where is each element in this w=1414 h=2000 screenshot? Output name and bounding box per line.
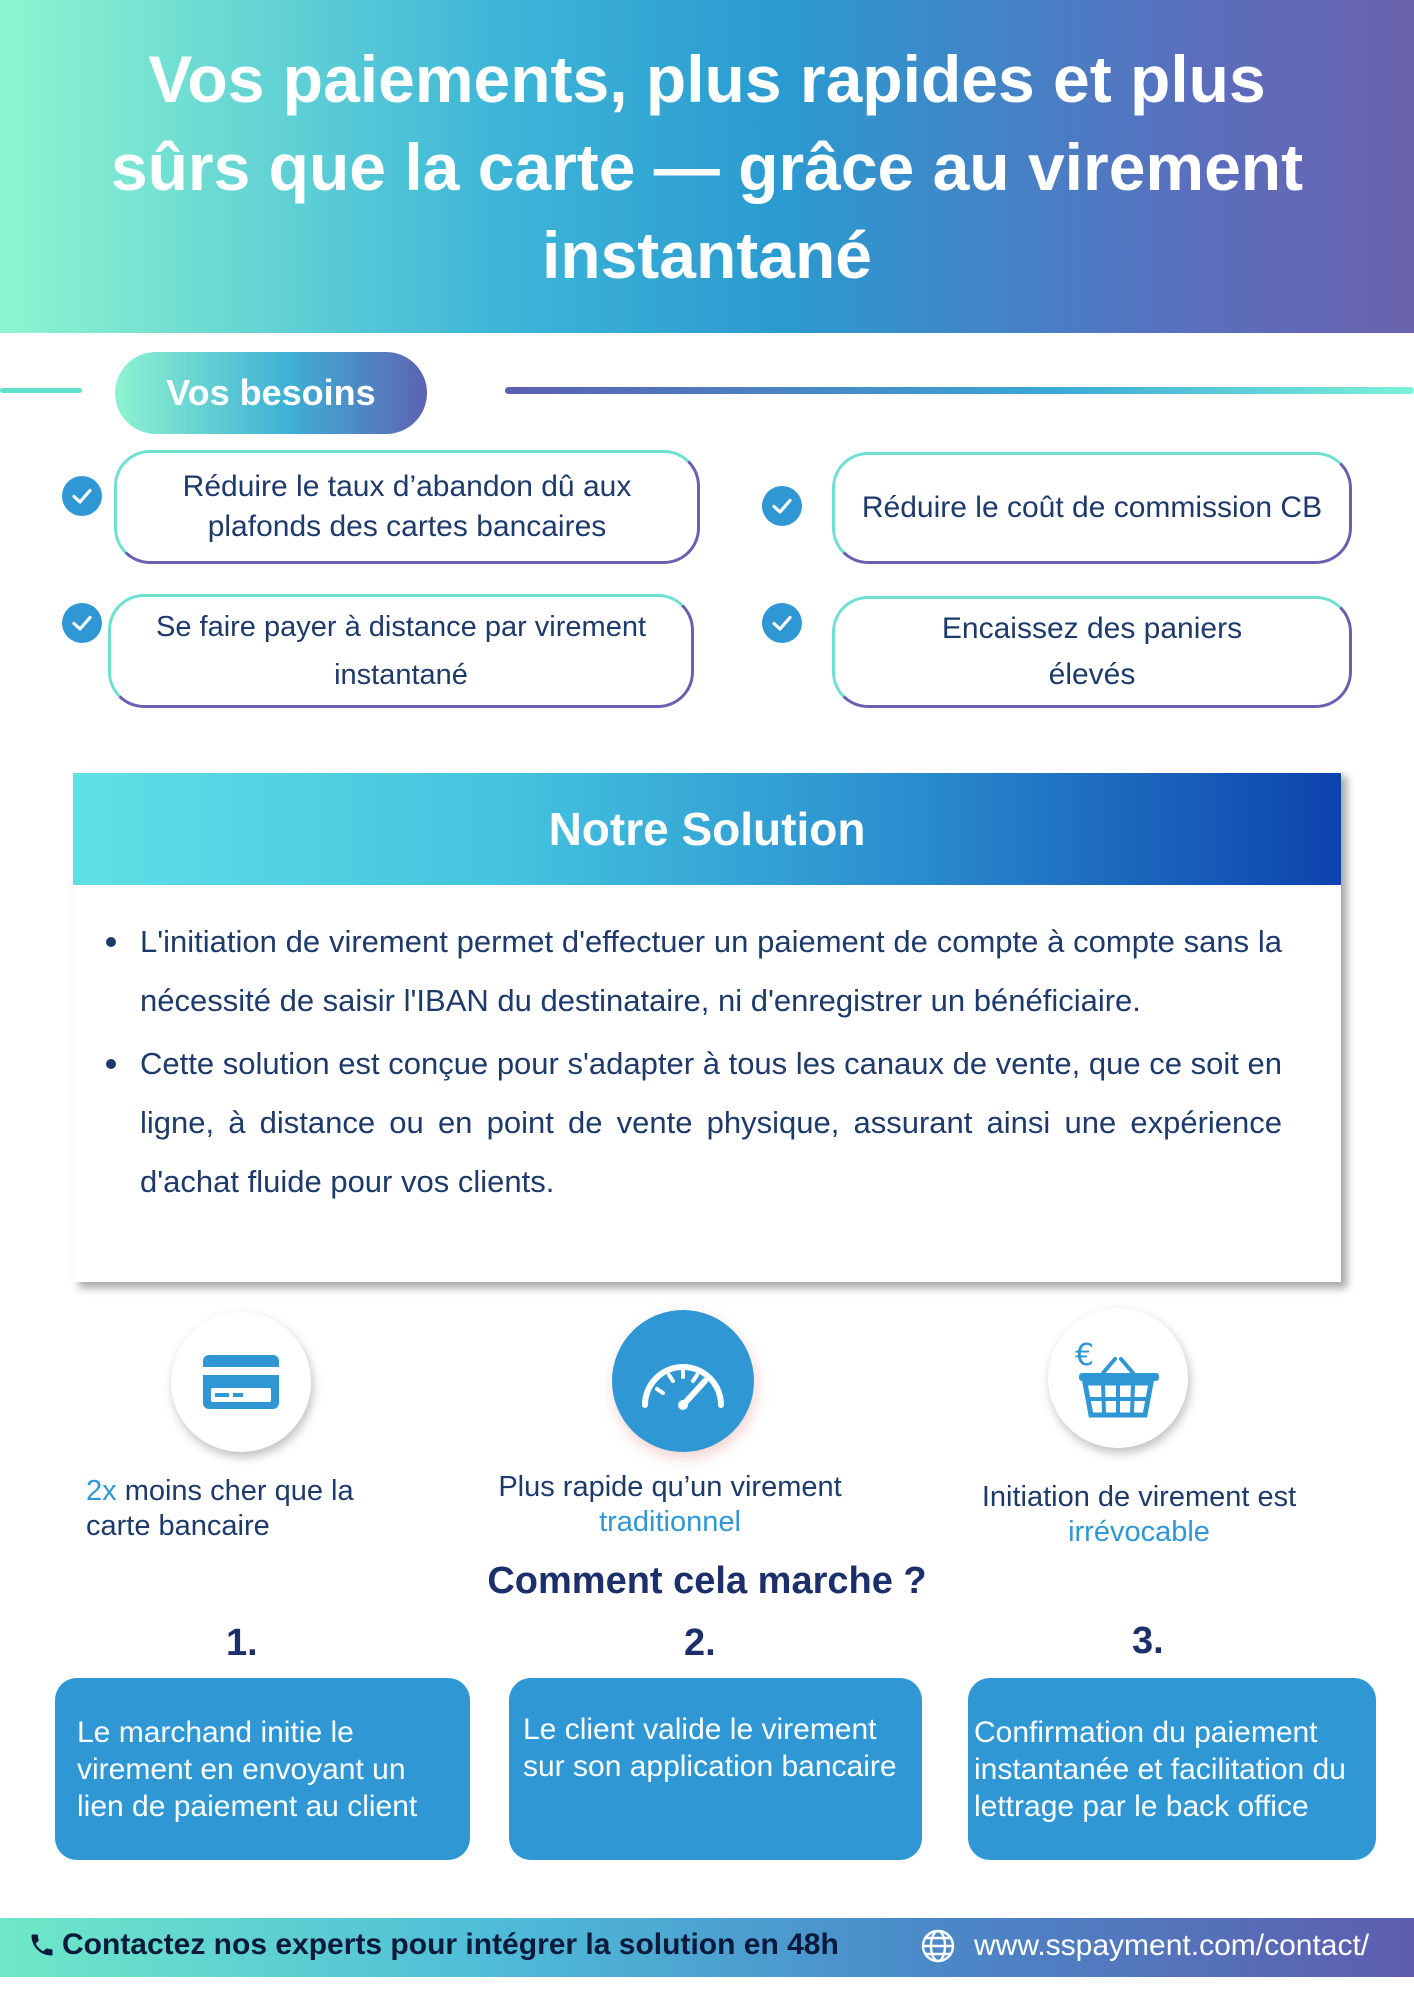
feature-text-cost xyxy=(86,1474,406,1544)
euro-basket-icon xyxy=(1048,1308,1188,1448)
feature-label: moins cher que la carte bancaire xyxy=(86,1475,354,1542)
feature-accent: 2x xyxy=(86,1475,117,1507)
footer-contact xyxy=(28,1928,839,1962)
feature-text-irrevocable xyxy=(944,1480,1334,1550)
feature-label: Initiation de virement est xyxy=(981,1481,1297,1513)
step-box-1 xyxy=(55,1678,470,1860)
step-box-3 xyxy=(968,1678,1376,1860)
step-number: 2. xyxy=(684,1622,716,1664)
step-number: 1. xyxy=(226,1622,258,1664)
need-text: Se faire payer à distance par virement instantané xyxy=(155,611,647,691)
footer-website[interactable] xyxy=(920,1928,1369,1964)
solution-list xyxy=(100,912,1282,1215)
step-number: 3. xyxy=(1132,1620,1164,1662)
need-card-paniers xyxy=(832,596,1352,708)
feature-accent: irrévocable xyxy=(1068,1516,1210,1548)
website-link[interactable]: www.sspayment.com/contact/ xyxy=(974,1929,1370,1962)
header-banner xyxy=(0,0,1414,333)
need-card-commission xyxy=(832,452,1352,564)
check-icon xyxy=(762,603,802,643)
need-card-distance xyxy=(108,594,694,708)
feature-accent: traditionnel xyxy=(599,1506,741,1538)
feature-label: Plus rapide qu’un virement xyxy=(498,1471,842,1503)
step-box-2 xyxy=(509,1678,922,1860)
globe-icon xyxy=(920,1928,956,1964)
solution-bullet: Cette solution est conçue pour s'adapter à tous les canaux de vente, que ce soit en ligne, à distance ou en point de vente physique, assurant ainsi une expérience d'achat fluide pour vos clients. xyxy=(100,1034,1282,1211)
feature-text-speed xyxy=(470,1470,870,1540)
speedometer-icon xyxy=(612,1310,754,1452)
step-text: Confirmation du paiement instantanée et facilitation du lettrage par le back office xyxy=(974,1715,1346,1823)
check-icon xyxy=(62,476,102,516)
need-text: Réduire le taux d’abandon dû aux plafonds des cartes bancaires xyxy=(182,470,632,543)
check-icon xyxy=(62,603,102,643)
credit-card-icon xyxy=(171,1312,311,1452)
solution-bullet: L'initiation de virement permet d'effectuer un paiement de compte à compte sans la nécessité de saisir l'IBAN du destinataire, ni d'enregistrer un bénéficiaire. xyxy=(100,912,1282,1030)
footer-bar xyxy=(0,1918,1414,1977)
needs-title: Vos besoins xyxy=(115,352,427,434)
divider-left xyxy=(0,388,82,393)
need-text: Encaissez des paniers élevés xyxy=(941,612,1243,691)
need-text: Réduire le coût de commission CB xyxy=(861,491,1323,524)
divider-right xyxy=(505,387,1414,394)
page-title: Vos paiements, plus rapides et plus sûrs que la carte — grâce au virement instantané xyxy=(110,41,1304,292)
step-text: Le marchand initie le virement en envoyant un lien de paiement au client xyxy=(77,1715,418,1823)
solution-title: Notre Solution xyxy=(73,773,1341,885)
footer-contact-text: Contactez nos experts pour intégrer la solution en 48h xyxy=(62,1928,839,1961)
step-text: Le client valide le virement sur son application bancaire xyxy=(523,1713,897,1783)
svg-text:€: € xyxy=(1075,1338,1095,1373)
need-card-abandon xyxy=(114,450,700,564)
how-title: Comment cela marche ? xyxy=(487,1560,927,1602)
check-icon xyxy=(762,486,802,526)
phone-icon xyxy=(28,1931,56,1959)
